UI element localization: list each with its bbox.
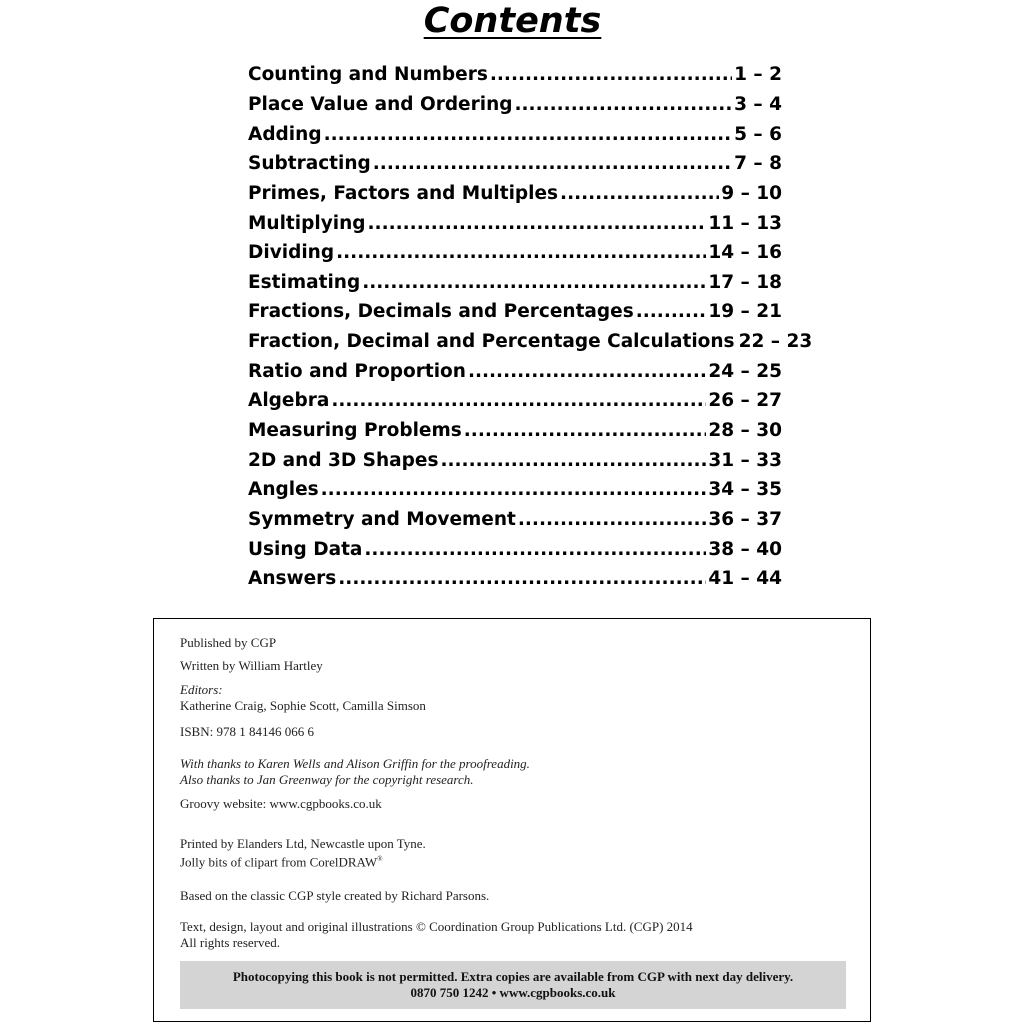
toc-entry[interactable] — [248, 119, 782, 149]
toc-entry[interactable] — [248, 179, 782, 209]
toc-entry[interactable] — [248, 327, 813, 357]
toc-entry-pages: 5 – 6 — [734, 123, 782, 145]
toc-entry-title: Dividing — [248, 242, 335, 264]
toc-entry-pages: 1 – 2 — [734, 64, 782, 86]
toc-entry-title: Answers — [248, 568, 337, 590]
toc-entry-pages: 22 – 23 — [738, 331, 813, 353]
toc-entry-title: Algebra — [248, 390, 330, 412]
toc-dot-leader — [368, 213, 707, 234]
toc-entry-title: Fractions, Decimals and Percentages — [248, 301, 634, 323]
isbn-line: ISBN: 978 1 84146 066 6 — [180, 724, 314, 739]
toc-dot-leader — [468, 361, 706, 382]
toc-entry-title: Counting and Numbers — [248, 64, 488, 86]
toc-dot-leader — [331, 390, 706, 411]
toc-entry-title: Symmetry and Movement — [248, 508, 516, 530]
toc-dot-leader — [336, 242, 706, 263]
toc-entry-title: Ratio and Proportion — [248, 360, 466, 382]
toc-entry-pages: 11 – 13 — [708, 212, 782, 234]
toc-entry-pages: 38 – 40 — [708, 538, 782, 560]
toc-entry-title: Adding — [248, 123, 322, 145]
toc-entry-title: Estimating — [248, 271, 361, 293]
toc-entry[interactable] — [248, 564, 782, 594]
toc-entry[interactable] — [248, 475, 782, 505]
toc-entry-pages: 9 – 10 — [721, 182, 782, 204]
toc-entry-title: Subtracting — [248, 153, 371, 175]
toc-entry-title: 2D and 3D Shapes — [248, 449, 439, 471]
toc-entry-pages: 24 – 25 — [708, 360, 782, 382]
thanks-line-2: Also thanks to Jan Greenway for the copyright research. — [180, 772, 474, 787]
editors-line: Katherine Craig, Sophie Scott, Camilla Simson — [180, 698, 426, 713]
toc-entry[interactable] — [248, 208, 782, 238]
toc-entry-title: Place Value and Ordering — [248, 93, 513, 115]
toc-entry-pages: 3 – 4 — [734, 93, 782, 115]
toc-dot-leader — [560, 183, 719, 204]
toc-dot-leader — [514, 94, 732, 115]
clipart-text: Jolly bits of clipart from CorelDRAW — [180, 854, 378, 870]
toc-entry-title: Angles — [248, 479, 319, 501]
toc-dot-leader — [324, 124, 733, 145]
toc-entry-pages: 17 – 18 — [708, 271, 782, 293]
author-line: Written by William Hartley — [180, 658, 323, 673]
clipart-line — [180, 852, 383, 869]
toc-entry-pages: 7 – 8 — [734, 153, 782, 175]
notice-line-2: 0870 750 1242 • www.cgpbooks.co.uk — [410, 985, 616, 1000]
toc-dot-leader — [440, 450, 706, 471]
toc-entry-title: Measuring Problems — [248, 420, 462, 441]
copyright-line: Text, design, layout and original illustrations © Coordination Group Publications Ltd. (CGP) 2014 — [180, 919, 693, 934]
toc-dot-leader — [464, 420, 707, 441]
page-title: Contents — [423, 1, 602, 41]
toc-entry-pages: 14 – 16 — [708, 242, 782, 264]
publisher-line: Published by CGP — [180, 635, 277, 650]
registered-mark: ® — [377, 855, 383, 863]
toc-dot-leader — [518, 509, 707, 530]
toc-entry[interactable] — [248, 149, 782, 179]
photocopy-notice — [180, 961, 846, 1009]
editors-label: Editors: — [180, 682, 223, 697]
toc-entry[interactable] — [248, 445, 782, 475]
rights-line: All rights reserved. — [180, 935, 281, 950]
publication-info-box — [153, 618, 871, 1022]
toc-entry[interactable] — [248, 534, 782, 564]
toc-entry-title: Using Data — [248, 538, 363, 560]
toc-dot-leader — [364, 539, 706, 560]
toc-entry-pages: 28 – 30 — [708, 420, 782, 441]
toc-entry-pages: 41 – 44 — [708, 568, 782, 590]
toc-entry[interactable] — [248, 356, 782, 386]
notice-line-1: Photocopying this book is not permitted. Extra copies are available from CGP with next day delivery. — [232, 969, 794, 984]
toc-entry-pages: 36 – 37 — [708, 508, 782, 530]
toc-entry[interactable] — [248, 90, 782, 120]
website-line: Groovy website: www.cgpbooks.co.uk — [180, 796, 382, 811]
toc-entry-pages: 31 – 33 — [708, 449, 782, 471]
toc-dot-leader — [490, 64, 732, 85]
toc-dot-leader — [373, 153, 732, 174]
toc-entry[interactable] — [248, 60, 782, 90]
toc-entry[interactable] — [248, 386, 782, 416]
toc-entry-pages: 19 – 21 — [708, 301, 782, 323]
toc-dot-leader — [636, 301, 707, 322]
toc-entry[interactable] — [248, 238, 782, 268]
toc-entry-pages: 34 – 35 — [708, 479, 782, 501]
printer-line: Printed by Elanders Ltd, Newcastle upon Tyne. — [180, 836, 426, 851]
toc-dot-leader — [362, 272, 706, 293]
contents-list — [248, 60, 813, 594]
toc-dot-leader — [338, 568, 706, 589]
toc-entry[interactable] — [248, 297, 782, 327]
toc-entry[interactable] — [248, 505, 782, 535]
toc-entry-title: Primes, Factors and Multiples — [248, 182, 559, 204]
toc-entry-title: Multiplying — [248, 212, 366, 234]
toc-entry[interactable] — [248, 416, 782, 446]
toc-entry[interactable] — [248, 267, 782, 297]
style-credit-line: Based on the classic CGP style created by Richard Parsons. — [180, 888, 490, 903]
toc-entry-title: Fraction, Decimal and Percentage Calculations — [248, 331, 735, 353]
toc-dot-leader — [321, 479, 707, 500]
thanks-line-1: With thanks to Karen Wells and Alison Griffin for the proofreading. — [180, 756, 530, 771]
toc-entry-pages: 26 – 27 — [708, 390, 782, 412]
